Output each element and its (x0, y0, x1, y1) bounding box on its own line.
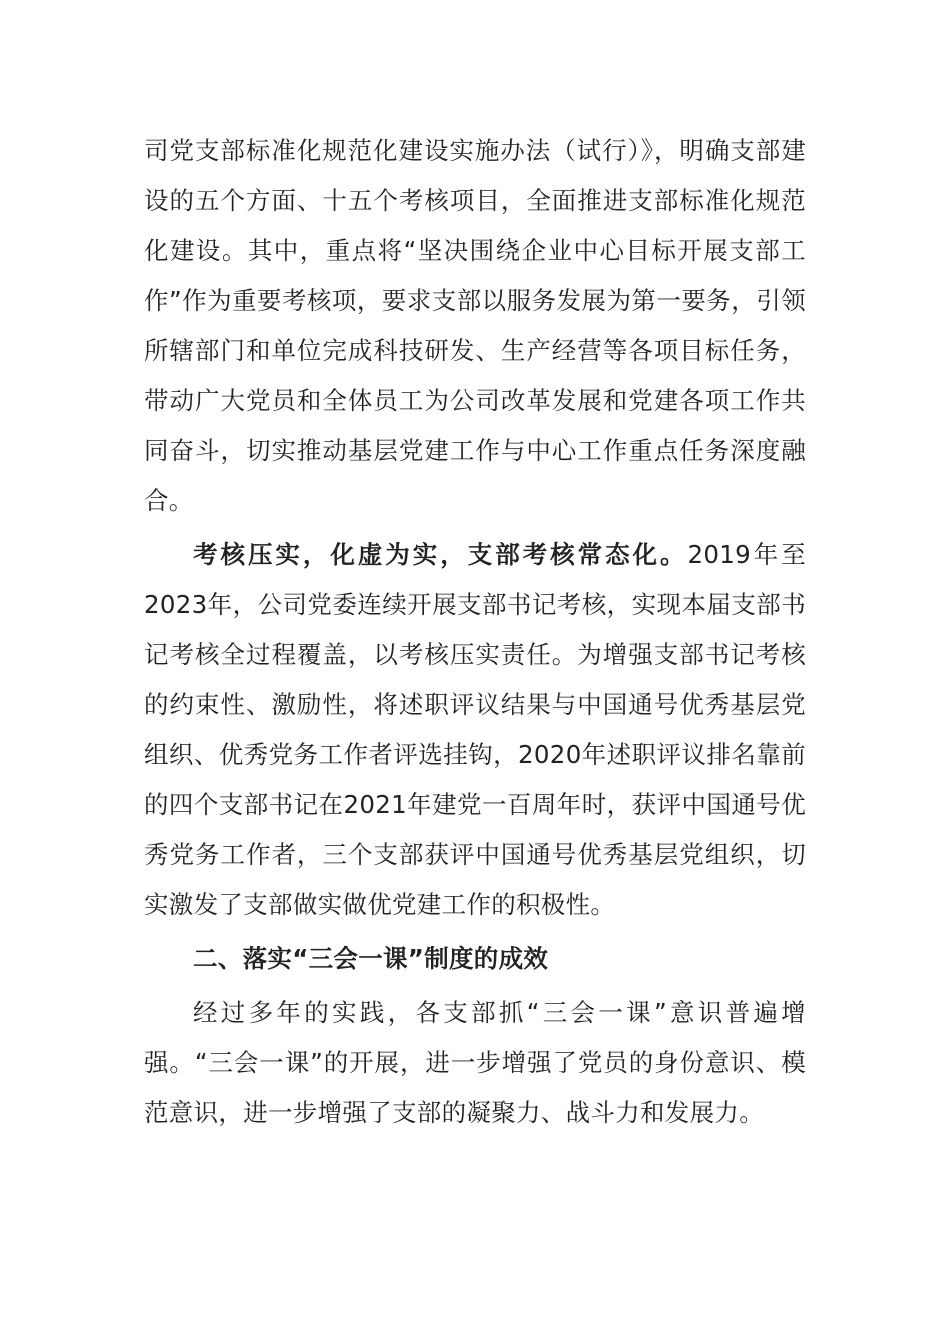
paragraph-results (144, 988, 806, 1138)
section-heading (144, 934, 806, 984)
paragraph-continuation (144, 126, 806, 526)
paragraph-text: 经过多年的实践，各支部抓“三会一课”意识普遍增强。“三会一课”的开展，进一步增强了党员的身份意识、模范意识，进一步增强了支部的凝聚力、战斗力和发展力。 (144, 998, 806, 1127)
document-body (144, 126, 806, 1142)
section-heading-text: 二、落实“三会一课”制度的成效 (193, 944, 549, 973)
paragraph-assessment (144, 530, 806, 930)
paragraph-text: 2019年至2023年，公司党委连续开展支部书记考核，实现本届支部书记考核全过程覆盖，以考核压实责任。为增强支部书记考核的约束性、激励性，将述职评议结果与中国通号优秀基层党组织、优秀党务工作者评选挂钩，2020年述职评议排名靠前的四个支部书记在2021年建党一百周年时，获评中国通号优秀党务工作者，三个支部获评中国通号优秀基层党组织，切实激发了支部做实做优党建工作的积极性。 (144, 540, 806, 919)
paragraph-text: 司党支部标准化规范化建设实施办法（试行）》，明确支部建设的五个方面、十五个考核项目，全面推进支部标准化规范化建设。其中，重点将“坚决围绕企业中心目标开展支部工作”作为重要考核项，要求支部以服务发展为第一要务，引领所辖部门和单位完成科技研发、生产经营等各项目标任务，带动广大党员和全体员工为公司改革发展和党建各项工作共同奋斗，切实推动基层党建工作与中心工作重点任务深度融合。 (144, 136, 806, 515)
paragraph-lead-bold: 考核压实，化虚为实，支部考核常态化。 (193, 540, 688, 569)
